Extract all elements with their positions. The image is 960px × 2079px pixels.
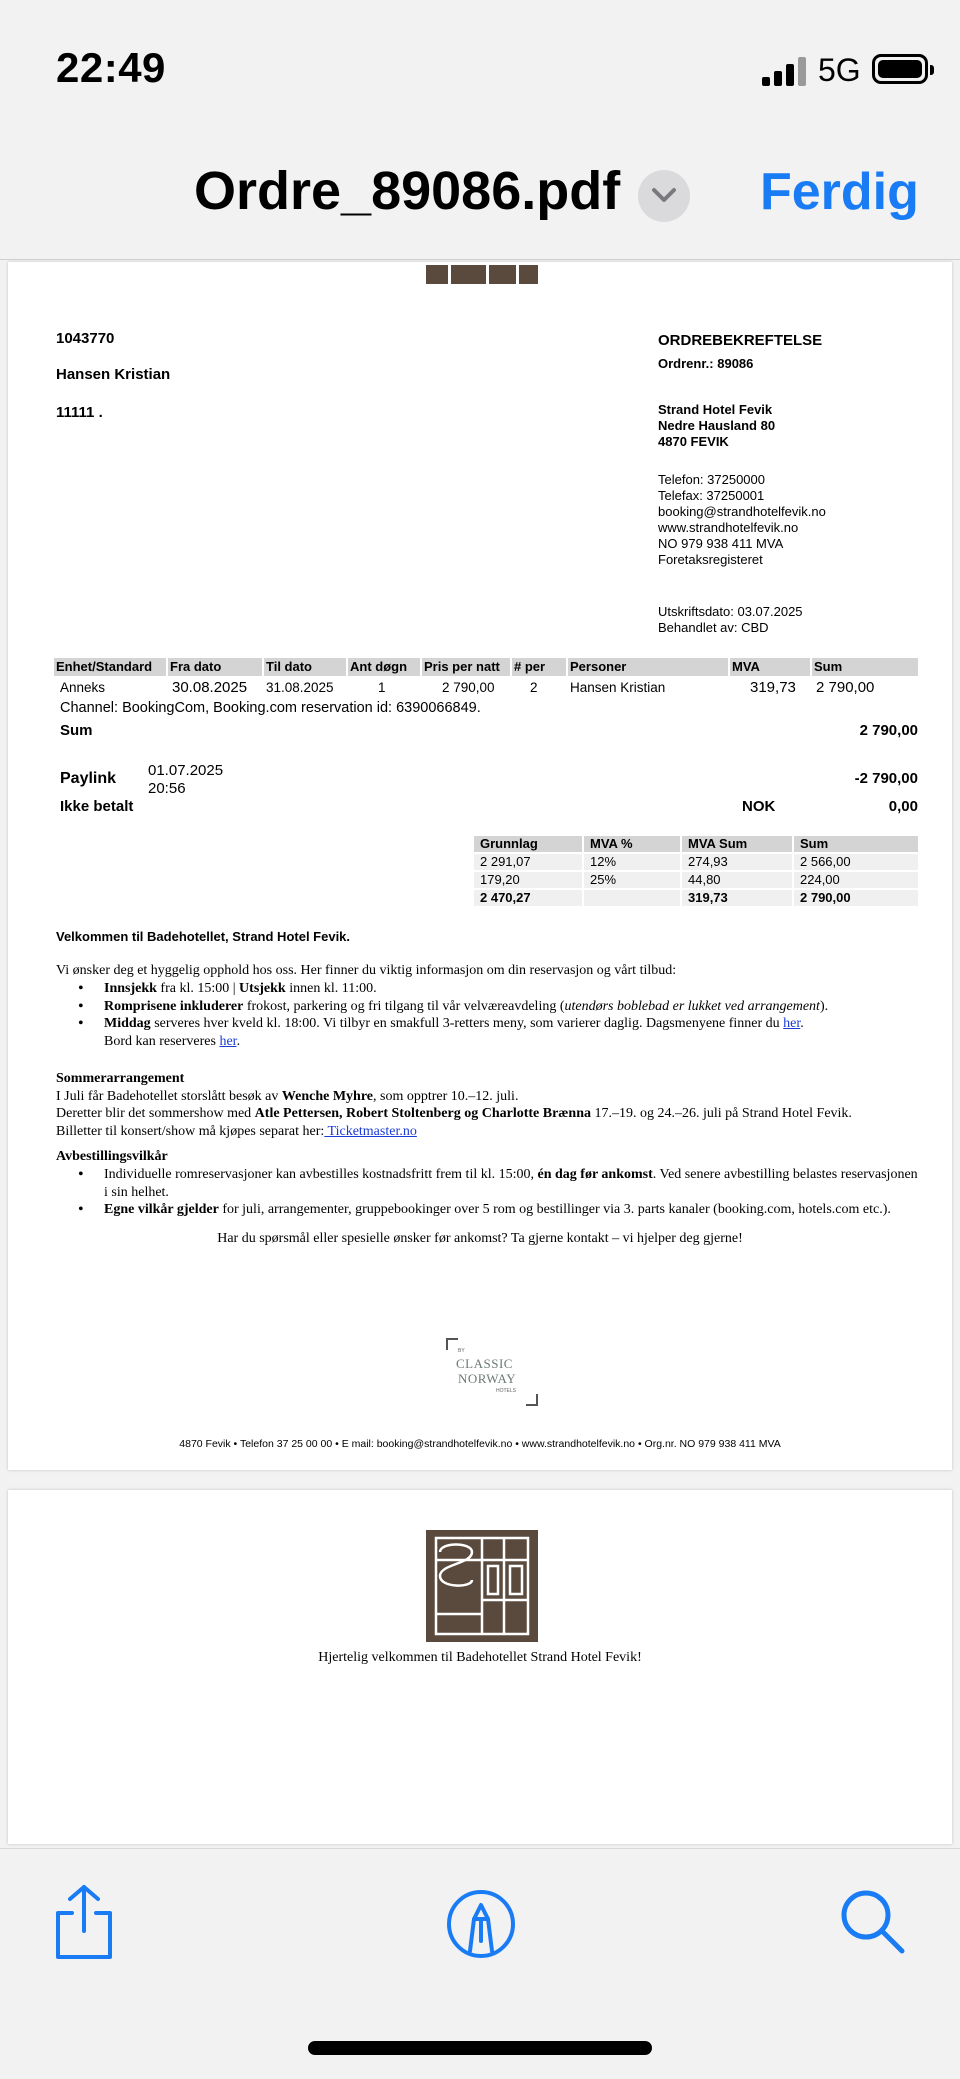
logo-hotels: HOTELS [496,1388,517,1394]
dinner-end: . [800,1016,804,1031]
markup-icon [446,1889,516,1959]
special-terms-label: Egne vilkår gjelder [104,1202,219,1217]
cancel-deadline: én dag før ankomst [537,1167,653,1182]
search-button[interactable] [838,1887,908,1962]
document-nav-bar [0,130,960,260]
included-text: frokost, parkering og fri tilgang til vår velværeavdeling ( [243,998,565,1014]
hotel-register: Foretaksregisteret [658,552,763,567]
vat-cell: 12% [584,854,680,870]
list-item [104,1201,924,1219]
list-item [104,1166,924,1201]
payment-time: 20:56 [148,780,186,797]
dinner-text: serveres hver kveld kl. 18:00. Vi tilbyr en smakfull 3-retters meny, som varierer daglig. Dagsmenyene finner du [150,1016,784,1031]
page-footer: 4870 Fevik • Telefon 37 25 00 00 • E mail: booking@strandhotelfevik.no • www.strandhotelfevik.no • Org.nr. NO 979 938 411 MVA [179,1438,781,1450]
document-heading: ORDREBEKREFTELSE [658,332,823,349]
show-dates: 17.–19. og 24.–26. juli på Strand Hotel Fevik. [591,1106,852,1121]
hotel-phone: Telefon: 37250000 [658,472,765,487]
sum-value: 2 790,00 [859,722,918,739]
currency: NOK [742,798,776,815]
dinner-label: Middag [104,1016,151,1031]
cellular-signal-icon [762,56,806,86]
logo-by: BY [458,1348,465,1354]
list-item [104,1015,924,1050]
table-header: # per [512,658,566,676]
reserve-link[interactable]: her [219,1033,237,1049]
logo-classic: CLASSIC [456,1356,513,1371]
table-header: Enhet/Standard [54,658,166,676]
markup-button[interactable] [446,1889,516,1964]
table-cell: 2 790,00 [816,679,875,696]
table-header: Sum [812,658,918,676]
payment-date: 01.07.2025 [148,762,224,779]
print-info [658,604,803,636]
table-header: Ant døgn [348,658,420,676]
chevron-down-icon [650,184,678,208]
status-bar [0,0,960,130]
battery-icon [872,54,928,84]
info-list [104,980,924,1050]
summer-show-text: Deretter blir det sommershow med [56,1106,255,1121]
table-cell: 2 790,00 [442,680,495,695]
vat-header: MVA Sum [682,836,792,852]
checkin-label: Innsjekk [104,981,157,996]
vat-cell: 44,80 [682,872,792,888]
done-button[interactable]: Ferdig [760,163,919,221]
sum-label: Sum [60,722,93,739]
summer-section [56,1070,916,1140]
vat-cell: 2 291,07 [474,854,582,870]
vat-cell: 2 790,00 [794,890,918,906]
cancel-heading: Avbestillingsvilkår [56,1149,168,1164]
table-cell: 31.08.2025 [266,680,334,695]
pdf-page-1[interactable] [8,262,952,1470]
list-item [104,980,924,998]
title-menu-button[interactable] [638,170,690,222]
menu-link[interactable]: her [783,1016,801,1031]
status-time: 22:49 [56,44,166,91]
reserve-text: Bord kan reserveres [104,1033,220,1049]
unpaid-value: 0,00 [888,798,918,815]
vat-cell: 224,00 [794,872,918,888]
intro-text: Vi ønsker deg et hyggelig opphold hos oss. Her finner du viktig informasjon om din reservasjon og vårt tilbud: [56,963,677,978]
welcome-heading: Velkommen til Badehotellet, Strand Hotel Fevik. [56,929,351,944]
network-type: 5G [818,52,861,88]
vat-header: Sum [794,836,918,852]
vat-cell [584,890,680,906]
checkout-time: innen kl. 11:00. [285,981,377,996]
table-header: Til dato [264,658,346,676]
hotel-contact [658,472,826,568]
hotel-email: booking@strandhotelfevik.no [658,504,826,519]
hotel-address [658,402,775,450]
closing-text: Har du spørsmål eller spesielle ønsker før ankomst? Ta gjerne kontakt – vi hjelper deg gjerne! [217,1231,743,1246]
vat-cell: 179,20 [474,872,582,888]
special-terms-text: for juli, arrangementer, gruppebookinger over 5 rom og bestillinger via 3. parts kanaler (booking.com, hotels.com etc.). [218,1202,891,1217]
list-item [104,998,924,1016]
table-cell: 319,73 [750,679,796,696]
summer-dates: , som opptrer 10.–12. juli. [373,1088,519,1104]
summer-title: Sommerarrangement [56,1071,185,1086]
vat-cell: 25% [584,872,680,888]
pdf-page-2[interactable] [8,1490,952,1844]
customer-zip: 11111 . [56,404,103,421]
table-cell: Hansen Kristian [570,680,666,695]
hotel-street: Nedre Hausland 80 [658,418,776,433]
hotel-name: Strand Hotel Fevik [658,402,773,417]
customer-name: Hansen Kristian [56,366,171,383]
table-header: Pris per natt [422,658,510,676]
handled-by: Behandlet av: CBD [658,620,769,635]
customer-number: 1043770 [56,330,115,347]
payment-method: Paylink [60,770,117,787]
vat-header: Grunnlag [474,836,582,852]
summer-text: I Juli får Badehotellet storslått besøk av [56,1088,282,1104]
table-header: Personer [568,658,728,676]
included-end: ). [819,998,829,1014]
booking-channel: Channel: BookingCom, Booking.com reservation id: 6390066849. [60,700,481,716]
hotel-city: 4870 FEVIK [658,434,729,449]
cancel-text: Individuelle romreservasjoner kan avbestilles kostnadsfritt frem til kl. 15:00, [104,1167,538,1182]
table-header: MVA [730,658,810,676]
included-note: utendørs boblebad er lukket ved arrangement [564,998,820,1014]
hotel-org: NO 979 938 411 MVA [658,536,784,551]
hotel-monogram-icon [426,1530,538,1642]
hotel-fax: Telefax: 37250001 [658,488,765,503]
payment-datetime [148,762,223,798]
included-label: Romprisene inkluderer [104,998,244,1014]
artist-name: Wenche Myhre [281,1088,374,1104]
cancel-list [104,1166,924,1219]
vat-cell: 274,93 [682,854,792,870]
share-button[interactable] [52,1883,116,1966]
tickets-text: Billetter til konsert/show må kjøpes separat her: [56,1123,325,1139]
cancel-text-end: . Ved senere avbestilling belastes reservasjonen i sin helhet. [104,1167,918,1200]
vat-cell: 2 566,00 [794,854,918,870]
cancel-title [56,1148,916,1166]
document-title: Ordre_89086.pdf [194,161,621,221]
hotel-logo [426,1530,538,1642]
unpaid-label: Ikke betalt [60,798,134,815]
table-cell: Anneks [60,680,106,695]
vat-header: MVA % [584,836,680,852]
vat-cell: 319,73 [682,890,792,906]
payment-value: -2 790,00 [854,770,918,787]
classic-norway-logo [446,1338,538,1406]
reserve-end: . [236,1033,241,1049]
hotel-web: www.strandhotelfevik.no [658,520,799,535]
table-cell: 2 [530,680,538,695]
page2-welcome: Hjertelig velkommen til Badehotellet Strand Hotel Fevik! [318,1650,642,1665]
hotel-logo [426,262,538,284]
vat-cell: 2 470,27 [474,890,582,906]
logo-norway: NORWAY [458,1371,517,1386]
search-icon [838,1887,908,1957]
ticketmaster-link[interactable]: Ticketmaster.no [324,1123,417,1139]
table-cell: 1 [378,680,386,695]
checkin-time: fra kl. 15:00 | [156,981,240,996]
print-date: Utskriftsdato: 03.07.2025 [658,604,803,619]
show-artists: Atle Pettersen, Robert Stoltenberg og Charlotte Brænna [254,1106,591,1121]
order-number: Ordrenr.: 89086 [658,356,754,371]
checkout-label: Utsjekk [239,981,286,996]
table-cell: 30.08.2025 [172,679,248,696]
home-indicator[interactable] [308,2041,652,2055]
share-icon [52,1883,116,1961]
table-header: Fra dato [168,658,262,676]
